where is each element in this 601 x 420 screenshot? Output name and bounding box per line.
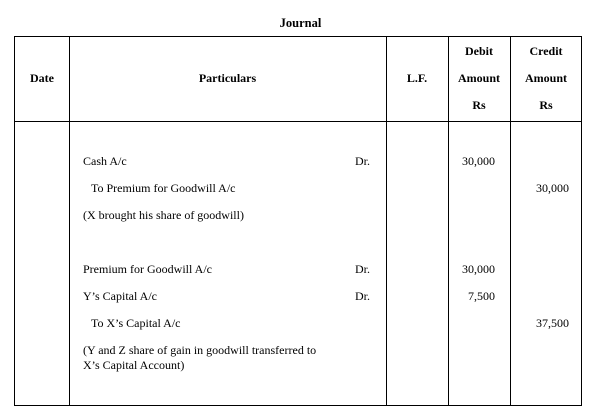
entry-1-line-2-credit: 30,000 (536, 181, 569, 195)
entry-2-line-2-text: Y’s Capital A/c (83, 289, 157, 303)
entry-2-line-3-credit: 37,500 (536, 316, 569, 330)
header-credit-line2: Amount (524, 71, 567, 85)
entry-2-line-1-debit: 30,000 (462, 262, 495, 276)
entry-1-line-2-text: To Premium for Goodwill A/c (91, 181, 236, 195)
header-debit-line2: Amount (457, 71, 500, 85)
header-credit-line3: Rs (539, 98, 553, 112)
entry-2-narration: (Y and Z share of gain in goodwill transferred to X’s Capital Account) (83, 343, 317, 372)
column-divider-particulars (386, 37, 387, 405)
header-lf: L.F. (406, 71, 428, 85)
entry-1-line-1-debit: 30,000 (462, 154, 495, 168)
column-divider-date (69, 37, 70, 405)
entry-2-line-3-text: To X’s Capital A/c (91, 316, 181, 330)
entry-1-line-1-text: Cash A/c (83, 154, 127, 168)
header-divider (15, 121, 581, 122)
header-debit-line1: Debit (465, 44, 493, 58)
page-title: Journal (279, 16, 322, 30)
entry-1-narration: (X brought his share of goodwill) (83, 208, 244, 222)
header-particulars: Particulars (198, 71, 257, 85)
entry-2-line-2-debit: 7,500 (468, 289, 495, 303)
column-divider-lf (448, 37, 449, 405)
entry-2-line-1-dr: Dr. (355, 262, 370, 276)
header-date: Date (30, 71, 54, 85)
entry-1-line-1-dr: Dr. (355, 154, 370, 168)
journal-table (14, 36, 582, 406)
column-divider-debit (510, 37, 511, 405)
header-debit-line3: Rs (472, 98, 486, 112)
entry-2-line-1-text: Premium for Goodwill A/c (83, 262, 212, 276)
header-credit-line1: Credit (529, 44, 563, 58)
entry-2-line-2-dr: Dr. (355, 289, 370, 303)
